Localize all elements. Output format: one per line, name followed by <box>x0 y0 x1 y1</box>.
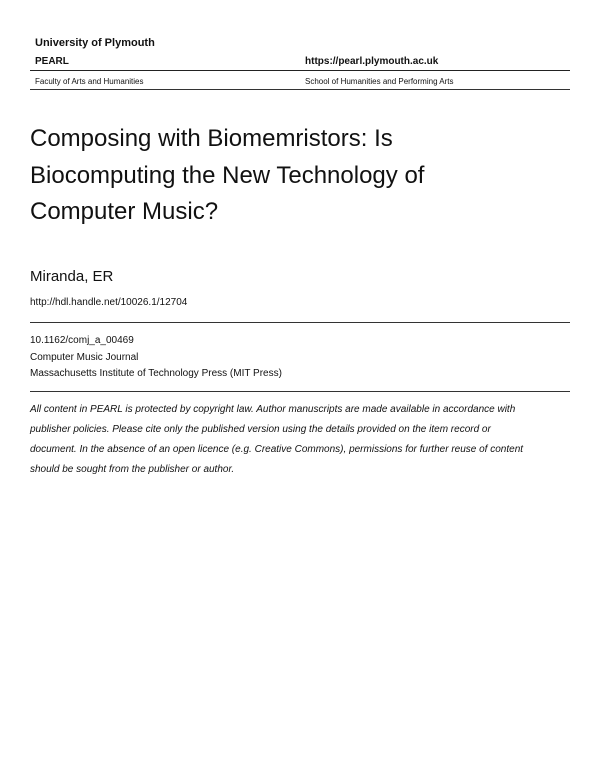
publisher-name: Massachusetts Institute of Technology Press (MIT Press) <box>30 368 282 379</box>
institution-name: University of Plymouth <box>35 37 155 49</box>
title-line: Biocomputing the New Technology of <box>30 161 425 189</box>
notice-line: All content in PEARL is protected by copyright law. Author manuscripts are made available in accordance with <box>30 404 516 415</box>
repository-name: PEARL <box>35 56 69 67</box>
school-name: School of Humanities and Performing Arts <box>305 77 454 86</box>
notice-line: document. In the absence of an open licence (e.g. Creative Commons), permissions for further reuse of content <box>30 444 524 455</box>
title-line: Composing with Biomemristors: Is <box>30 125 393 152</box>
metadata-divider-top <box>30 322 570 323</box>
copyright-notice <box>30 400 570 480</box>
metadata-divider-bottom <box>30 391 570 392</box>
author-name: Miranda, ER <box>30 268 114 285</box>
notice-line: publisher policies. Please cite only the published version using the details provided on the item record or <box>30 424 491 435</box>
faculty-name: Faculty of Arts and Humanities <box>35 77 144 86</box>
journal-name: Computer Music Journal <box>30 351 139 363</box>
doi: 10.1162/comj_a_00469 <box>30 335 134 346</box>
header-bottom-divider <box>30 89 570 90</box>
header-divider <box>30 70 570 71</box>
title-line: Computer Music? <box>30 198 219 225</box>
handle-link[interactable]: http://hdl.handle.net/10026.1/12704 <box>30 297 188 308</box>
publication-metadata <box>30 333 282 383</box>
notice-line: should be sought from the publisher or author. <box>30 464 235 475</box>
article-title <box>30 121 550 231</box>
repository-url-link[interactable]: https://pearl.plymouth.ac.uk <box>305 56 439 67</box>
